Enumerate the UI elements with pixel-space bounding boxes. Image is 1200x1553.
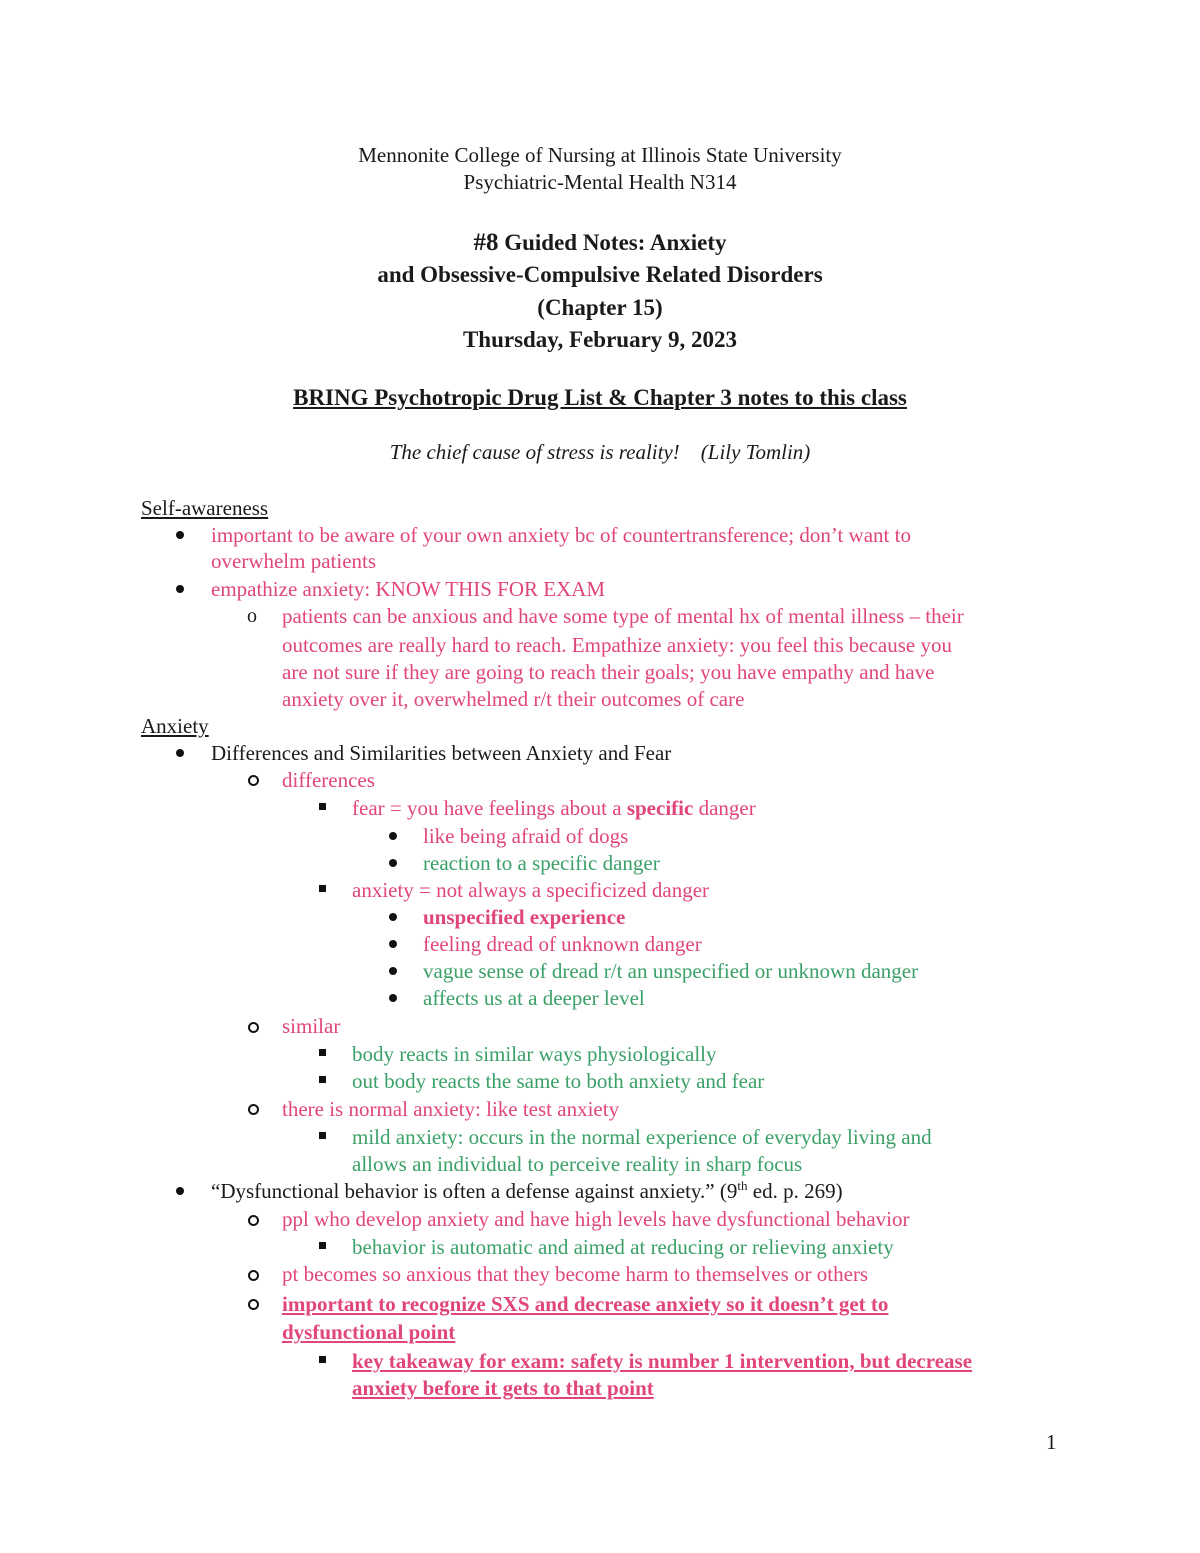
list-item-continued: outcomes are really hard to reach. Empathize anxiety: you feel this because you [282,633,952,657]
list-item-continued: dysfunctional point [282,1320,456,1344]
list-item: there is normal anxiety: like test anxiety [282,1097,620,1121]
bullet-square [319,1132,326,1139]
list-item: unspecified experience [423,905,626,929]
list-item-continued: anxiety over it, overwhelmed r/t their outcomes of care [282,687,745,711]
bullet-square [319,1049,326,1056]
fear-post: danger [693,796,756,820]
course-line: Psychiatric-Mental Health N314 [463,170,737,194]
list-item: like being afraid of dogs [423,824,629,848]
bullet-ring [248,1104,259,1115]
bullet-disc [389,913,397,921]
dys-post: ed. p. 269) [747,1179,843,1203]
bullet-square [319,1356,326,1363]
bullet-ring [248,1022,259,1033]
page-number: 1 [1046,1430,1057,1454]
list-item: mild anxiety: occurs in the normal experience of everyday living and [352,1125,932,1149]
list-item: differences [282,768,375,792]
list-item: ppl who develop anxiety and have high levels have dysfunctional behavior [282,1207,910,1231]
bullet-square [319,1242,326,1249]
title-number: #8 [473,229,499,256]
list-item [211,1178,843,1205]
bullet-disc [176,531,184,539]
bring-note: BRING Psychotropic Drug List & Chapter 3 notes to this class [293,385,907,410]
list-item: similar [282,1014,341,1038]
chapter-line: (Chapter 15) [537,295,663,320]
bullet-disc [389,994,397,1002]
title-text: Guided Notes: Anxiety [498,230,727,255]
institution-line: Mennonite College of Nursing at Illinois State University [358,143,842,167]
bullet-o: o [247,605,257,627]
page-title [0,229,1200,257]
section-heading-anxiety: Anxiety [141,714,209,738]
dys-quote: “Dysfunctional behavior is often a defense against anxiety.” (9 [211,1179,738,1203]
bullet-ring [248,1299,259,1310]
bullet-ring [248,1270,259,1281]
list-item: key takeaway for exam: safety is number 1 intervention, but decrease [352,1349,973,1373]
list-item-continued: are not sure if they are going to reach their goals; you have empathy and have [282,660,935,684]
list-item: feeling dread of unknown danger [423,932,702,956]
bullet-disc [389,859,397,867]
list-item: important to recognize SXS and decrease anxiety so it doesn’t get to [282,1292,889,1316]
bullet-disc [389,940,397,948]
bullet-disc [176,749,184,757]
list-item: anxiety = not always a specificized danger [352,878,710,902]
list-item: out body reacts the same to both anxiety and fear [352,1069,765,1093]
bullet-square [319,885,326,892]
list-item: affects us at a deeper level [423,986,645,1010]
bullet-disc [389,967,397,975]
list-item [352,795,756,822]
list-item-continued: anxiety before it gets to that point [352,1376,654,1400]
list-item: Differences and Similarities between Anxiety and Fear [211,741,672,765]
bullet-square [319,803,326,810]
dys-sup: th [737,1178,748,1193]
bullet-ring [248,1215,259,1226]
list-item: empathize anxiety: KNOW THIS FOR EXAM [211,577,606,601]
list-item: important to be aware of your own anxiety bc of countertransference; don’t want to [211,523,911,547]
title-line-2: and Obsessive-Compulsive Related Disorders [377,262,823,287]
quote-author: (Lily Tomlin) [700,440,811,464]
epigraph [0,440,1200,465]
section-heading-self-awareness: Self-awareness [141,496,269,520]
list-item: reaction to a specific danger [423,851,660,875]
date-line: Thursday, February 9, 2023 [462,327,738,352]
fear-text: fear = you have feelings about a [352,796,627,820]
fear-bold: specific [626,796,694,820]
list-item: body reacts in similar ways physiologically [352,1042,717,1066]
bullet-square [319,1076,326,1083]
bullet-disc [389,832,397,840]
list-item: behavior is automatic and aimed at reducing or relieving anxiety [352,1235,894,1259]
bullet-disc [176,585,184,593]
list-item-continued: allows an individual to perceive reality in sharp focus [352,1152,803,1176]
list-item: vague sense of dread r/t an unspecified or unknown danger [423,959,919,983]
bullet-disc [176,1187,184,1195]
list-item: patients can be anxious and have some type of mental hx of mental illness – their [282,604,964,628]
bullet-ring [248,775,259,786]
quote-text: The chief cause of stress is reality! [389,440,680,464]
list-item: pt becomes so anxious that they become harm to themselves or others [282,1262,869,1286]
list-item-continued: overwhelm patients [211,549,377,573]
